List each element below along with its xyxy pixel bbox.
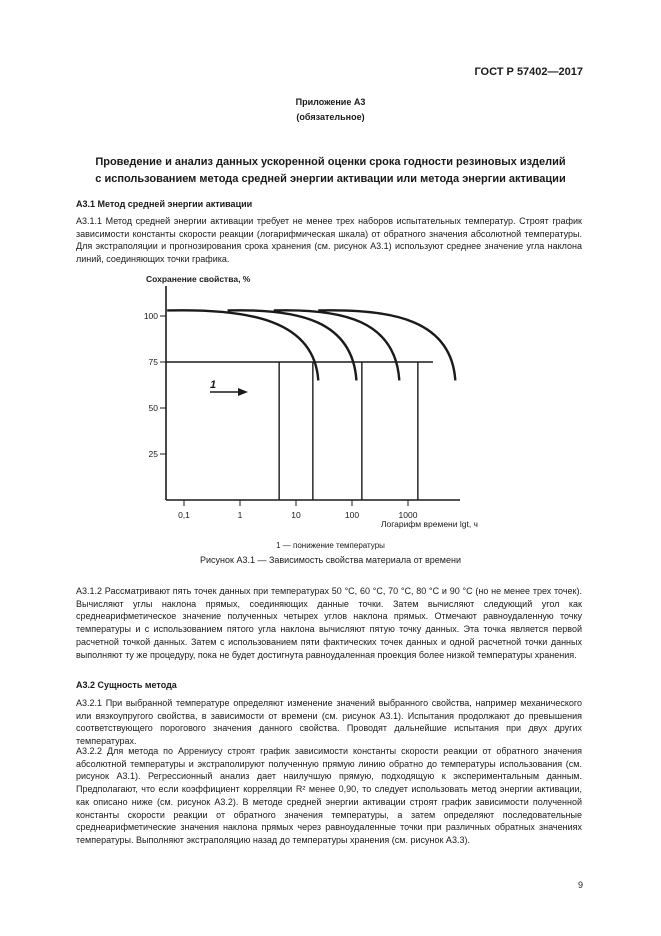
paragraph-a3-1-2: А3.1.2 Рассматривают пять точек данных при температурах 50 °С, 60 °С, 70 °С, 80 °С и 90 °С (но не менее трех точек). Вычисляют углы наклона прямых, соединяющих данные точки. Затем вычисляют следующий угол как среднеарифметическое значение полученных четырех углов наклона прямых. Отмечают равноудаленную точку температуры и с использованием пятого угла наклона вычисляют пятую точку данных. Эта точка является первой расчетной точкой данных. Затем с использованием пяти фактических точек данных и одной расчетной точки данных выполняют ту же процедуру, пока не будет достигнута равноудаленная проекция более низкой температуры хранения. [76,586,582,660]
y-tick-label: 75 [148,357,158,367]
standard-header: ГОСТ Р 57402—2017 [474,66,583,78]
paragraph-a3-2-2: А3.2.2 Для метода по Аррениусу строят график зависимости константы скорости реакции от обратного значения абсолютной температуры и экстраполируют полученную прямую линию обратно до температуры использования (см. рисунок А3.1). Регрессионный анализ дает наилучшую прямую, подходящую к экспериментальным данным. Предполагают, что если коэффициент корреляции R² менее 0,90, то следует использовать метод энергии активации, как описано ниже (см. рисунок А3.2). В методе средней энергии активации строят график зависимости полученной константы скорости реакции от обратного значения температуры, а затем определяют последовательные среднеарифметические значения наклона прямых через равноудаленные точки при различных обратных значениях температуры. Выполняют экстраполяцию назад до температуры хранения (см. рисунок А3.3). [76,746,582,845]
chart-curves [167,310,455,380]
chart-y-axis-label: Сохранение свойства, % [146,274,251,284]
y-tick-label: 25 [148,449,158,459]
y-tick-label: 50 [148,403,158,413]
section-a3-2-heading: А3.2 Сущность метода [76,680,177,690]
chart-x-axis-label: Логарифм времени lgt, ч [380,519,478,529]
annex-label: Приложение А3 [295,97,366,107]
x-tick-label: 10 [291,510,301,520]
chart-x-ticks [178,500,418,520]
section-a3-2-1-paragraph [76,697,582,748]
chart-drop-lines [279,362,418,500]
temperature-arrow-label: 1 [210,379,217,391]
section-a3-1-heading: А3.1 Метод средней энергии активации [76,199,253,209]
annex-title [0,154,661,188]
x-tick-label: 1000 [398,510,418,520]
x-tick-label: 1 [237,510,243,520]
annex-title-line1: Проведение и анализ данных ускоренной оценки срока годности резиновых изделий [95,156,566,168]
figure-caption: Рисунок А3.1 — Зависимость свойства материала от времени [200,555,461,565]
paragraph-a3-2-1: А3.2.1 При выбранной температуре определяют изменение значений выбранного свойства, например механического или вязкоупругого свойства, в зависимости от времени (см. рисунок А3.1). Испытания продолжают до превышения соответствующего порогового значения данного свойства. Проводят дальнейшие испытания при двух других температурах. [76,698,582,747]
section-a3-2-2-paragraph [76,745,582,847]
paragraph-a3-1-1: А3.1.1 Метод средней энергии активации требует не менее трех наборов испытательных температур. Строят график зависимости константы скорости реакции (логарифмическая шкала) от обратного значения абсолютной температуры. Для экстраполяции и прогнозирования срока хранения (см. рисунок А3.1) используют среднее значение угла наклона линий, соединяющих точки графика. [76,216,582,265]
degradation-curve [274,310,400,380]
annex-title-line2: с использованием метода средней энергии активации или метода энергии активации [95,173,566,185]
property-retention-chart [130,268,510,533]
chart-y-ticks [144,311,166,459]
temperature-arrow-head [238,388,248,396]
x-tick-label: 100 [344,510,360,520]
degradation-curve [318,310,455,380]
figure-legend: 1 — понижение температуры [276,541,385,550]
annex-block [0,95,661,125]
annex-status: (обязательное) [296,112,365,122]
x-tick-label: 0,1 [178,510,190,520]
degradation-curve [167,310,318,380]
y-tick-label: 100 [143,311,158,321]
section-a3-1-1-paragraph [76,215,582,266]
degradation-curve [228,310,357,380]
page-number: 9 [577,880,583,890]
section-a3-1-2-paragraph [76,585,582,661]
